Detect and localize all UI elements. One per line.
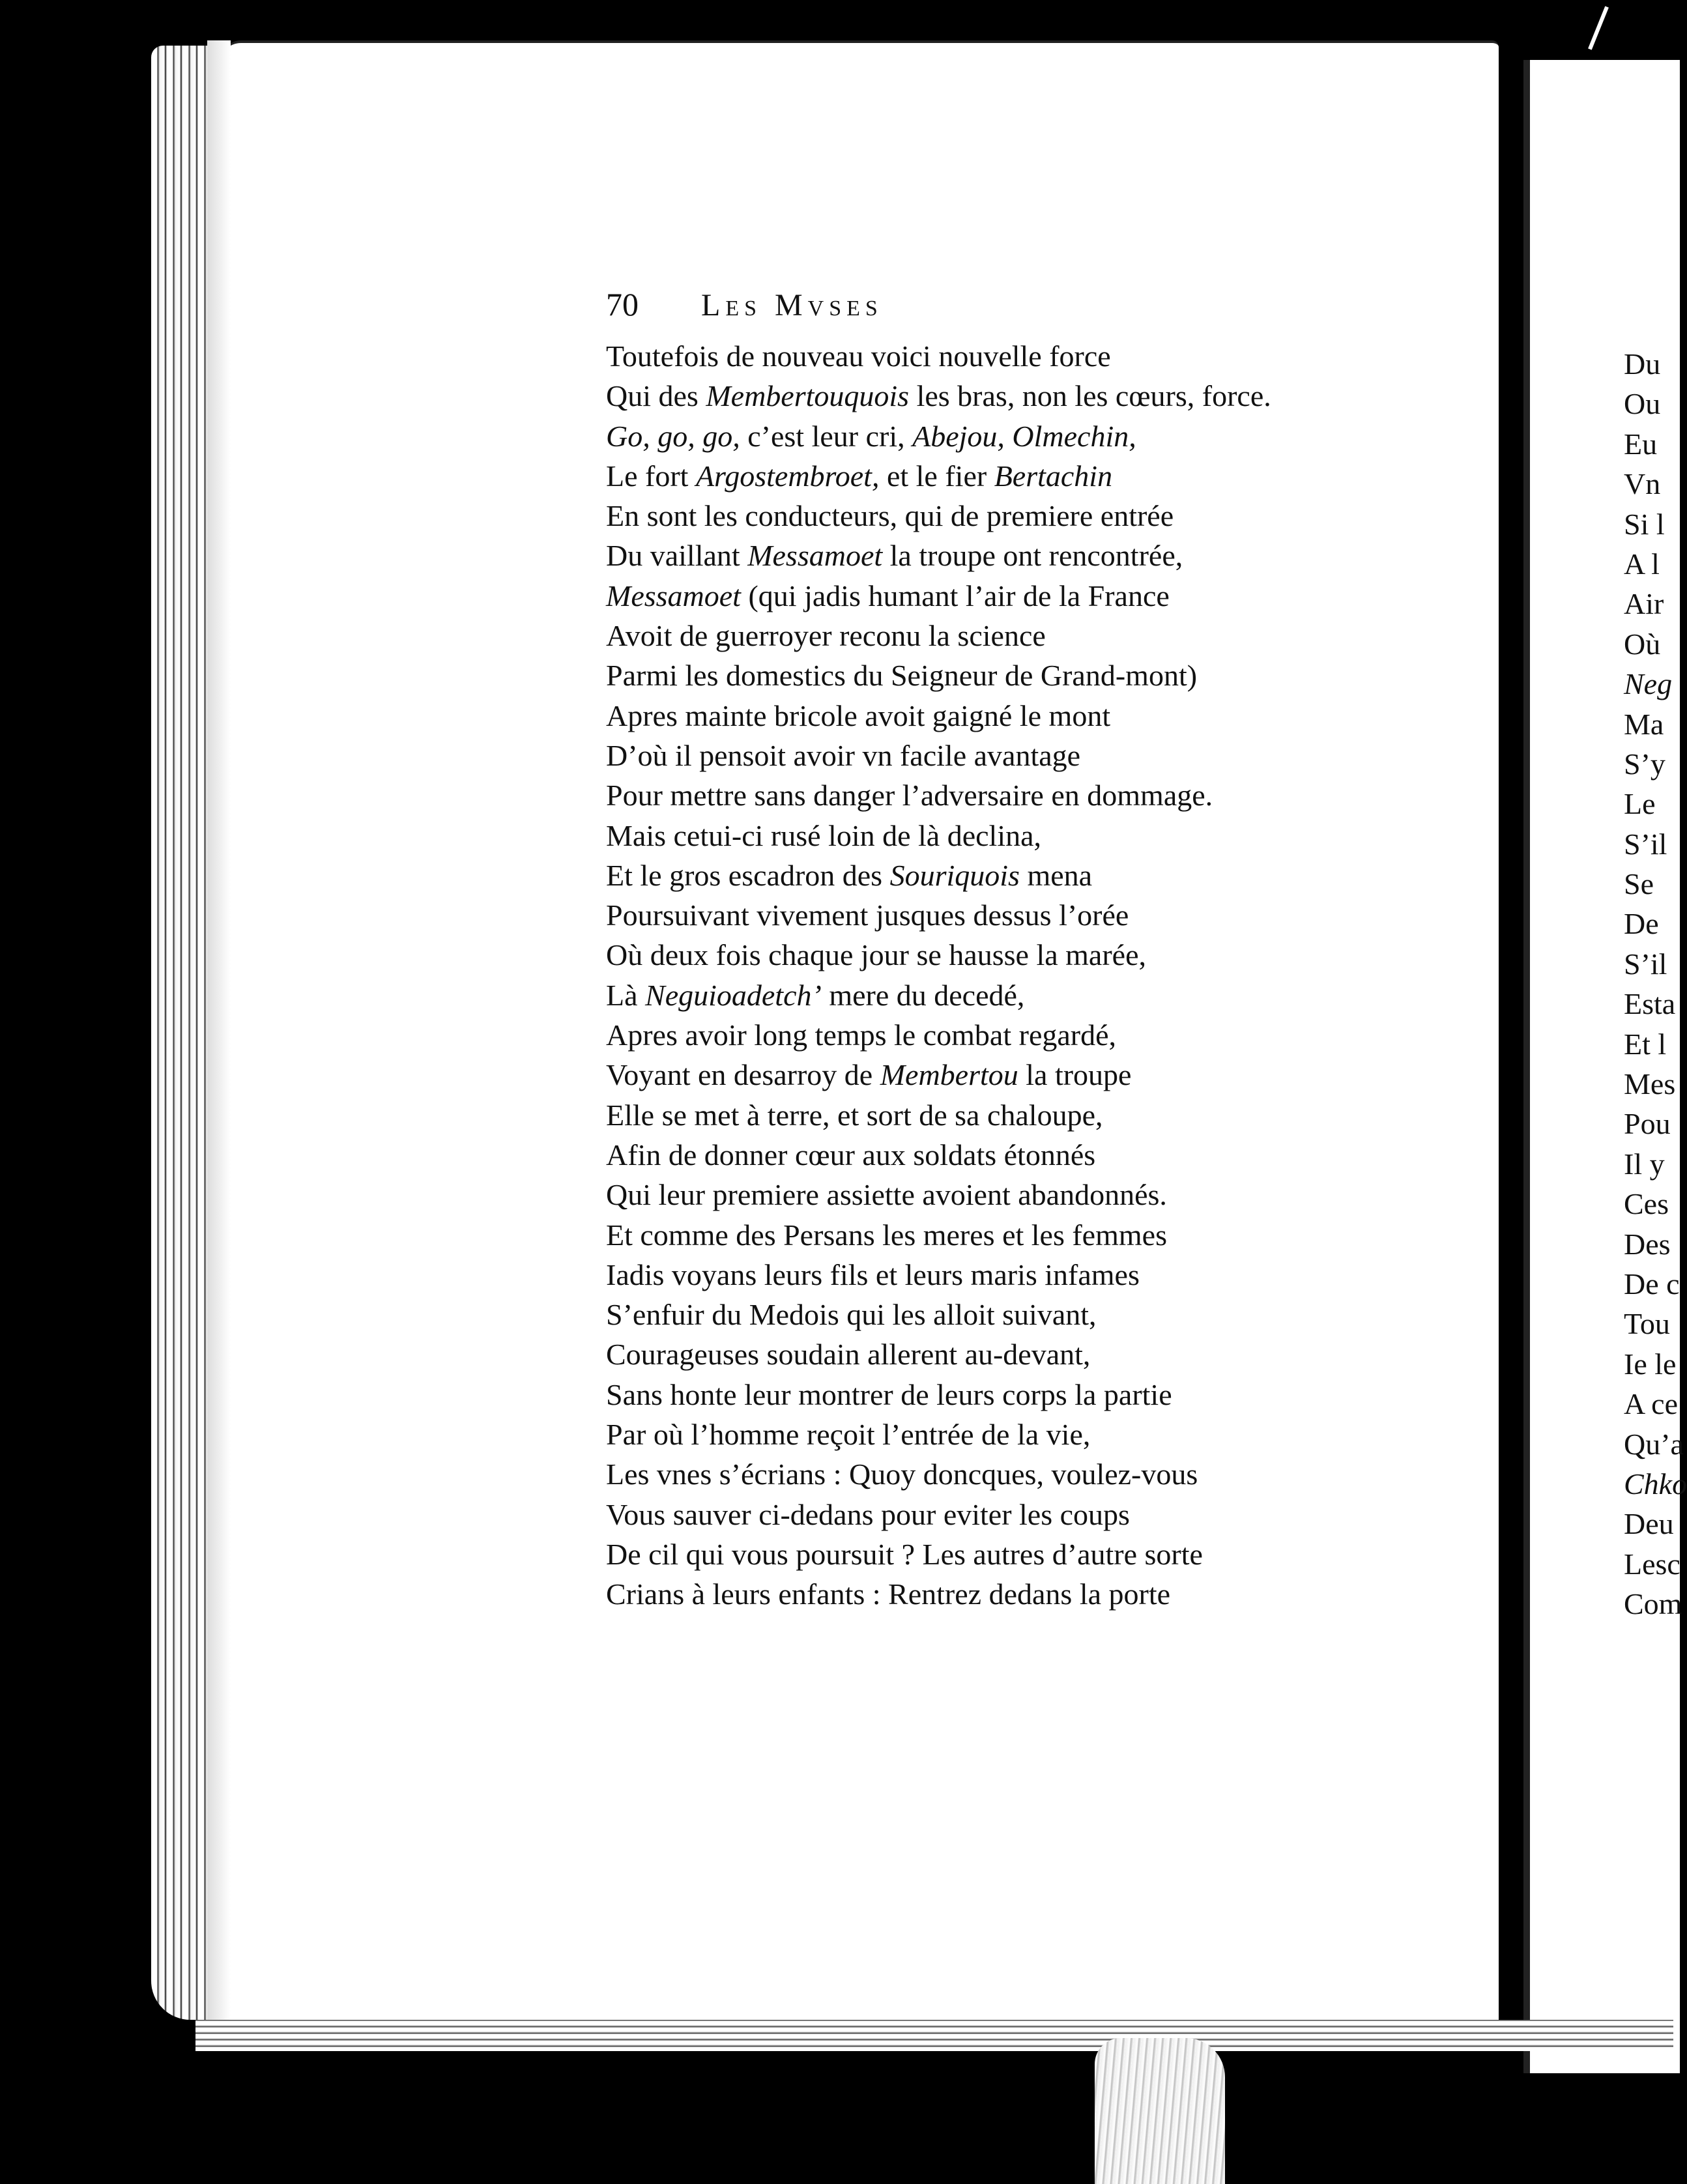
poem-segment: la troupe bbox=[1018, 1058, 1132, 1092]
poem-line bbox=[606, 855, 1420, 895]
poem-line bbox=[606, 1375, 1420, 1415]
right-page-text-fragments bbox=[1624, 344, 1687, 1624]
poem-segment: et le fier bbox=[879, 459, 994, 493]
poem-segment: Et le gros escadron des bbox=[606, 858, 890, 892]
poem-line bbox=[606, 1574, 1420, 1614]
poem-segment: Voyant en desarroy de bbox=[606, 1058, 880, 1092]
poem-italic-segment: Membertouquois bbox=[706, 379, 910, 413]
right-page-line-fragment: Et l bbox=[1624, 1027, 1667, 1061]
poem-segment: Afin de donner cœur aux soldats étonnés bbox=[606, 1138, 1096, 1171]
book-bottom-edge bbox=[195, 2020, 1673, 2051]
poem-line bbox=[606, 1175, 1420, 1214]
right-page-line-fragment: S’il bbox=[1624, 947, 1667, 981]
poem-segment: Apres mainte bricole avoit gaigné le mont bbox=[606, 698, 1111, 732]
poem-segment: Courageuses soudain allerent au-devant, bbox=[606, 1338, 1091, 1372]
poem-italic-segment: Go, go, go, bbox=[606, 419, 740, 453]
right-page-line-fragment: De c bbox=[1624, 1267, 1680, 1300]
poem-line bbox=[606, 1334, 1420, 1374]
poem-italic-segment: Membertou bbox=[880, 1058, 1018, 1092]
poem-line bbox=[606, 1255, 1420, 1295]
poem-segment: Vous sauver ci-dedans pour eviter les coups bbox=[606, 1497, 1130, 1531]
right-page-line-fragment: A l bbox=[1624, 547, 1660, 581]
poem-segment: Là bbox=[606, 978, 646, 1012]
poem-segment: Qui des bbox=[606, 379, 706, 413]
running-title: Les Mvses bbox=[701, 288, 883, 323]
torn-paper-fragment bbox=[1095, 2038, 1225, 2184]
page-number: 70 bbox=[606, 286, 639, 323]
right-page-line-fragment: De bbox=[1624, 907, 1659, 941]
poem-segment: mena bbox=[1019, 858, 1093, 892]
poem-line bbox=[606, 975, 1420, 1015]
right-page-line-fragment: Vn bbox=[1624, 467, 1661, 501]
poem-segment: S’enfuir du Medois qui les alloit suivant, bbox=[606, 1298, 1097, 1332]
poem-italic-segment: Messamoet bbox=[747, 539, 883, 573]
poem-line bbox=[606, 1495, 1420, 1534]
poem-segment: Crians à leurs enfants : Rentrez dedans la porte bbox=[606, 1577, 1171, 1611]
right-page-line-fragment: A ce bbox=[1624, 1387, 1679, 1421]
poem-line bbox=[606, 616, 1420, 655]
poem-line bbox=[606, 935, 1420, 975]
poem-segment: Par où l’homme reçoit l’entrée de la vie, bbox=[606, 1418, 1091, 1452]
poem-segment: Où deux fois chaque jour se hausse la marée, bbox=[606, 938, 1146, 972]
poem-line bbox=[606, 576, 1420, 616]
poem-segment: Poursuivant vivement jusques dessus l’orée bbox=[606, 898, 1129, 932]
poem-segment: la troupe ont rencontrée, bbox=[882, 539, 1183, 573]
scan-stray-mark bbox=[1588, 6, 1609, 50]
poem-segment: Les vnes s’écrians : Quoy doncques, voulez-vous bbox=[606, 1458, 1198, 1491]
right-page-line-fragment: Si l bbox=[1624, 507, 1665, 541]
poem-italic-segment: Souriquois bbox=[889, 858, 1020, 892]
poem-line bbox=[606, 895, 1420, 935]
poem-segment: En sont les conducteurs, qui de premiere entrée bbox=[606, 499, 1174, 533]
right-page-line-fragment: Du bbox=[1624, 347, 1661, 381]
right-page-line-fragment: Esta bbox=[1624, 987, 1676, 1021]
poem-italic-segment: Argostembroet, bbox=[695, 459, 880, 493]
poem-segment: Sans honte leur montrer de leurs corps la partie bbox=[606, 1377, 1172, 1411]
poem-line bbox=[606, 416, 1420, 456]
poem-segment: c’est leur cri, bbox=[740, 419, 913, 453]
poem-segment: mere du decedé, bbox=[821, 978, 1025, 1012]
right-page-line-fragment: Ie le bbox=[1624, 1347, 1677, 1381]
right-page-line-fragment: Com bbox=[1624, 1587, 1682, 1621]
right-page-line-fragment: Des bbox=[1624, 1227, 1671, 1261]
poem-segment: Qui leur premiere assiette avoient abandonnés. bbox=[606, 1178, 1167, 1212]
right-page-line-fragment: Ma bbox=[1624, 707, 1664, 741]
poem-line bbox=[606, 1215, 1420, 1255]
right-page-line-fragment: Ces bbox=[1624, 1187, 1669, 1221]
right-page-line-fragment: Eu bbox=[1624, 427, 1658, 461]
right-page-line-fragment: Ou bbox=[1624, 387, 1661, 421]
right-page-line-fragment: S’il bbox=[1624, 827, 1667, 861]
right-page bbox=[1523, 60, 1687, 2073]
running-head bbox=[606, 285, 883, 324]
right-page-line-fragment: Qu’a bbox=[1624, 1427, 1684, 1461]
poem-segment: D’où il pensoit avoir vn facile avantage bbox=[606, 738, 1081, 772]
poem-line bbox=[606, 376, 1420, 416]
poem-italic-segment: Abejou, Olmechin, bbox=[912, 419, 1136, 453]
poem-segment: Elle se met à terre, et sort de sa chaloupe, bbox=[606, 1098, 1103, 1132]
poem-line bbox=[606, 816, 1420, 855]
right-page-line-fragment: Il y bbox=[1624, 1147, 1665, 1181]
poem-line bbox=[606, 536, 1420, 575]
poem-text bbox=[606, 336, 1420, 1615]
right-page-line-fragment: Où bbox=[1624, 627, 1661, 661]
right-page-line-fragment: Se bbox=[1624, 867, 1654, 901]
poem-italic-segment: Neguioadetch’ bbox=[645, 978, 822, 1012]
right-page-line-fragment: Air bbox=[1624, 587, 1664, 621]
poem-line bbox=[606, 775, 1420, 815]
poem-italic-segment: Bertachin bbox=[994, 459, 1113, 493]
right-page-line-fragment: S’y bbox=[1624, 747, 1665, 781]
right-page-line-fragment: Neg bbox=[1624, 667, 1673, 701]
page-curl-shadow bbox=[207, 40, 231, 2028]
poem-line bbox=[606, 1095, 1420, 1135]
poem-line bbox=[606, 696, 1420, 736]
poem-segment: Pour mettre sans danger l’adversaire en dommage. bbox=[606, 779, 1213, 812]
poem-segment: (qui jadis humant l’air de la France bbox=[740, 579, 1170, 612]
poem-line bbox=[606, 1295, 1420, 1334]
poem-italic-segment: Messamoet bbox=[606, 579, 741, 612]
right-page-line-fragment: Chko bbox=[1624, 1467, 1687, 1501]
poem-line bbox=[606, 456, 1420, 496]
poem-segment: les bras, non les cœurs, force. bbox=[909, 379, 1271, 413]
poem-line bbox=[606, 655, 1420, 695]
poem-line bbox=[606, 1055, 1420, 1095]
poem-line bbox=[606, 1015, 1420, 1055]
poem-segment: Iadis voyans leurs fils et leurs maris infames bbox=[606, 1257, 1140, 1291]
poem-line bbox=[606, 1415, 1420, 1454]
poem-segment: Toutefois de nouveau voici nouvelle force bbox=[606, 339, 1111, 373]
right-page-line-fragment: Le bbox=[1624, 787, 1656, 821]
poem-segment: Et comme des Persans les meres et les femmes bbox=[606, 1218, 1167, 1252]
poem-line bbox=[606, 736, 1420, 775]
poem-line bbox=[606, 1454, 1420, 1494]
poem-line bbox=[606, 336, 1420, 376]
right-page-line-fragment: Tou bbox=[1624, 1307, 1670, 1341]
poem-segment: Du vaillant bbox=[606, 539, 748, 573]
right-page-line-fragment: Lesc bbox=[1624, 1547, 1680, 1581]
right-page-line-fragment: Mes bbox=[1624, 1067, 1676, 1101]
poem-line bbox=[606, 1135, 1420, 1175]
poem-segment: De cil qui vous poursuit ? Les autres d’autre sorte bbox=[606, 1537, 1203, 1571]
poem-segment: Mais cetui-ci rusé loin de là declina, bbox=[606, 818, 1042, 852]
poem-segment: Parmi les domestics du Seigneur de Grand-mont) bbox=[606, 659, 1198, 693]
right-page-line-fragment: Deu bbox=[1624, 1507, 1674, 1541]
poem-segment: Avoit de guerroyer reconu la science bbox=[606, 619, 1046, 653]
poem-segment: Apres avoir long temps le combat regardé, bbox=[606, 1018, 1117, 1052]
poem-line bbox=[606, 1534, 1420, 1574]
poem-segment: Le fort bbox=[606, 459, 696, 493]
poem-line bbox=[606, 496, 1420, 536]
right-page-line-fragment: Pou bbox=[1624, 1107, 1671, 1141]
